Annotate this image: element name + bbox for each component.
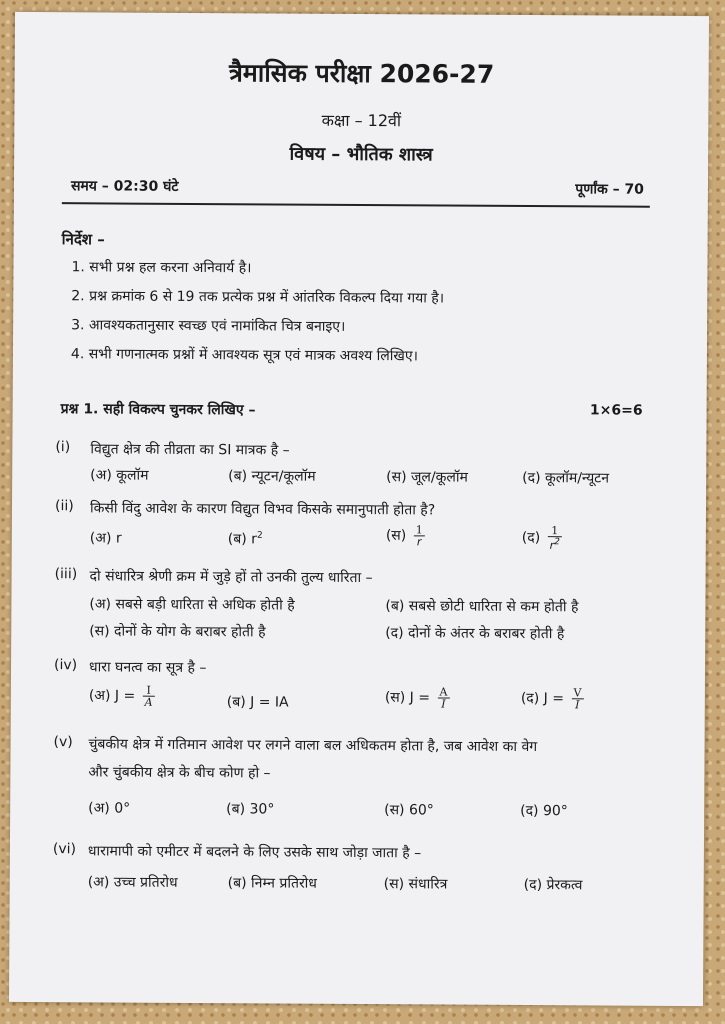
option-d: (द) J = $\frac{V}{I}$ xyxy=(520,686,582,712)
option-b: (ब) 30° xyxy=(226,801,275,818)
total-marks-label: पूर्णांक – 70 xyxy=(575,181,645,198)
option-b: (ब) J = IA xyxy=(226,694,289,711)
section-heading: प्रश्न 1. सही विकल्प चुनकर लिखिए – xyxy=(60,401,256,419)
fraction-a-over-i: $\frac{A}{I}$ xyxy=(439,685,448,711)
question-number: (iii) xyxy=(54,566,78,583)
exam-title: त्रैमासिक परीक्षा 2026-27 xyxy=(228,58,495,89)
option-d: (द) $\frac{1}{r^2}$ xyxy=(522,525,562,551)
question-text-line1: चुंबकीय क्षेत्र में गतिमान आवेश पर लगने वाला बल अधिकतम होता है, जब आवेश का वेग xyxy=(88,736,538,756)
question-number: (v) xyxy=(53,734,73,751)
question-text: धारा घनत्व का सूत्र है – xyxy=(88,659,207,677)
instruction-item: 1. सभी प्रश्न हल करना अनिवार्य है। xyxy=(71,259,252,277)
question-number: (vi) xyxy=(52,841,77,858)
option-a: (अ) उच्च प्रतिरोध xyxy=(87,874,178,891)
question-text: धारामापी को एमीटर में बदलने के लिए उसके साथ जोड़ा जाता है – xyxy=(87,843,422,862)
fraction-one-over-r-squared: $\frac{1}{r^2}$ xyxy=(548,525,562,551)
fraction-one-over-r: $\frac{1}{r}$ xyxy=(415,523,423,549)
option-b: (ब) सबसे छोटी धारिता से कम होती है xyxy=(385,598,579,616)
header-divider xyxy=(62,202,650,208)
option-a: (अ) J = $\frac{I}{A}$ xyxy=(89,684,155,707)
instruction-item: 4. सभी गणनात्मक प्रश्नों में आवश्यक सूत्र एवं मात्रक अवश्य लिखिए। xyxy=(70,346,418,365)
option-a: (अ) कूलॉम xyxy=(90,467,149,484)
instruction-item: 2. प्रश्न क्रमांक 6 से 19 तक प्रत्येक प्रश्न में आंतरिक विकल्प दिया गया है। xyxy=(71,288,445,307)
section-marks: 1×6=6 xyxy=(589,402,643,419)
subject-label: विषय – भौतिक शास्त्र xyxy=(289,143,433,166)
option-d: (द) कूलॉम/न्यूटन xyxy=(522,469,610,487)
question-text: दो संधारित्र श्रेणी क्रम में जुड़े हों तो उनकी तुल्य धारिता – xyxy=(89,568,373,587)
question-number: (i) xyxy=(55,439,71,456)
option-d: (द) दोनों के अंतर के बराबर होती है xyxy=(385,625,565,643)
question-text: विद्युत क्षेत्र की तीव्रता का SI मात्रक है – xyxy=(90,441,290,459)
question-number: (iv) xyxy=(53,657,78,674)
option-c: (स) दोनों के योग के बराबर होती है xyxy=(89,623,266,641)
fraction-i-over-a: $\frac{I}{A}$ xyxy=(143,685,155,708)
option-c: (स) संधारित्र xyxy=(383,876,448,893)
exam-paper xyxy=(9,12,709,1006)
class-label: कक्षा – 12वीं xyxy=(321,110,402,131)
option-c: (स) 60° xyxy=(384,802,434,819)
instruction-item: 3. आवश्यकतानुसार स्वच्छ एवं नामांकित चित्र बनाइए। xyxy=(71,317,346,335)
option-d: (द) प्रेरकत्व xyxy=(523,877,583,894)
instructions-heading: निर्देश – xyxy=(61,230,105,249)
option-c: (स) जूल/कूलॉम xyxy=(386,469,468,486)
option-a: (अ) r xyxy=(89,530,122,547)
time-label: समय – 02:30 घंटे xyxy=(70,178,179,195)
fraction-v-over-i: $\frac{V}{I}$ xyxy=(573,686,582,712)
option-b: (ब) $r^2$ xyxy=(227,530,263,548)
option-b: (ब) निम्न प्रतिरोध xyxy=(227,875,318,892)
question-text: किसी विंदु आवेश के कारण विद्युत विभव किसके समानुपाती होता है? xyxy=(89,500,436,519)
option-c: (स) $\frac{1}{r}$ xyxy=(385,523,423,549)
option-a: (अ) 0° xyxy=(88,800,131,817)
option-a: (अ) सबसे बड़ी धारिता से अधिक होती है xyxy=(89,596,295,614)
question-text-line2: और चुंबकीय क्षेत्र के बीच कोण हो – xyxy=(88,764,271,782)
option-d: (द) 90° xyxy=(520,802,568,820)
option-c: (स) J = $\frac{A}{I}$ xyxy=(384,685,448,711)
question-number: (ii) xyxy=(54,498,74,515)
option-b: (ब) न्यूटन/कूलॉम xyxy=(228,468,316,485)
